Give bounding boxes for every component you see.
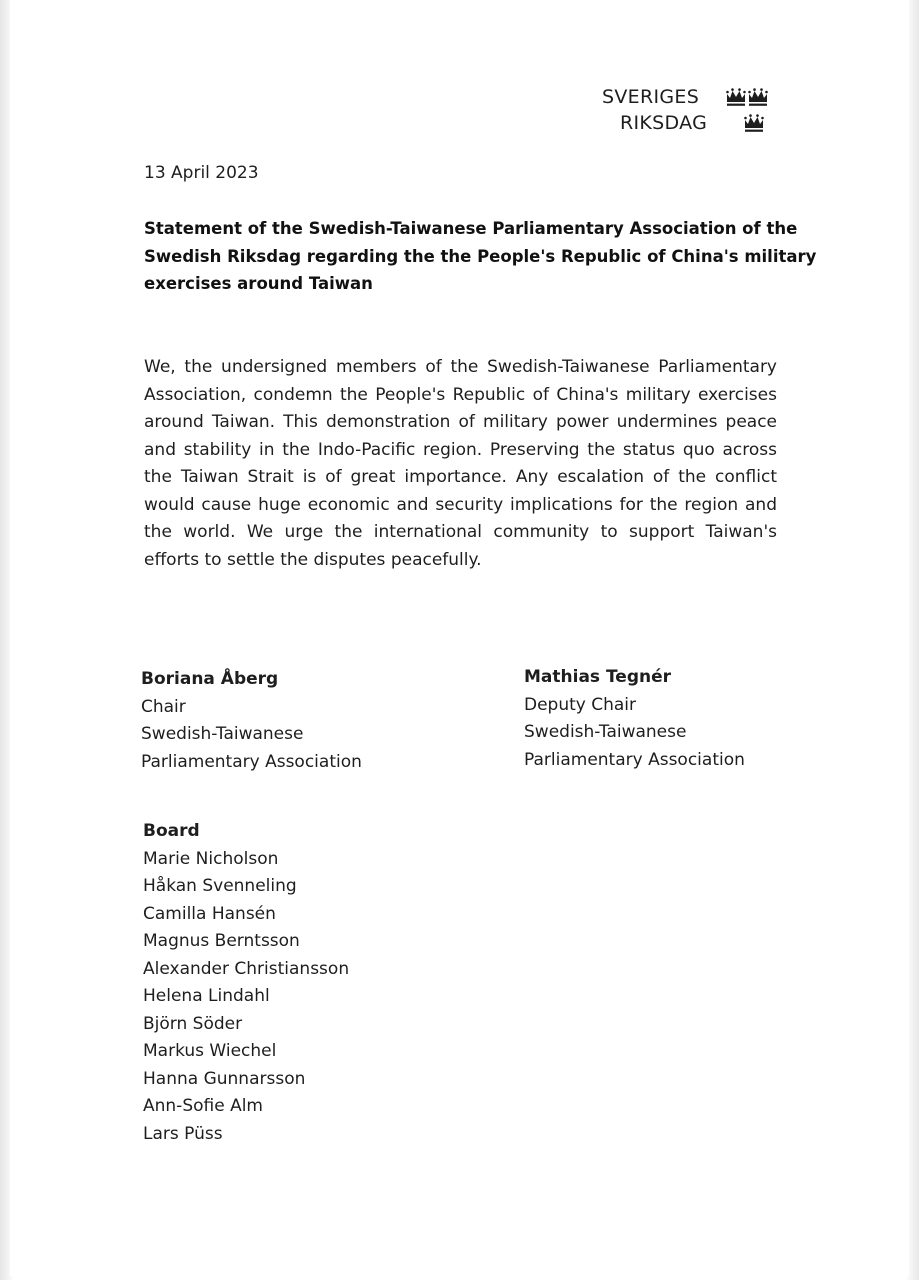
signatory-org: Swedish-Taiwanese [524,722,687,742]
board-member: Lars Püss [143,1123,223,1144]
board-member: Håkan Svenneling [143,876,297,896]
board-member: Marie Nicholson [143,848,279,869]
board-member: Camilla Hansén [143,903,276,924]
statement-heading [144,215,817,298]
signatory-role: Deputy Chair [524,694,637,715]
riksdag-logo [600,84,790,144]
board-member: Markus Wiechel [143,1041,277,1061]
board-member: Helena Lindahl [143,986,270,1006]
signatory-org: Parliamentary Association [524,749,745,770]
board-list [143,818,349,1148]
signatory-role: Chair [141,696,186,717]
board-member: Magnus Berntsson [143,931,300,951]
board-member: Alexander Christiansson [143,958,350,979]
letter-date: 13 April 2023 [144,163,259,183]
body-line: the world. We urge the international community to support Taiwan's [144,522,777,542]
crown-icons-row-1 [726,88,768,106]
board-member: Björn Söder [143,1013,243,1034]
heading-line: exercises around Taiwan [144,274,373,293]
logo-word-sveriges: SVERIGES [602,86,700,108]
body-line: Association, condemn the People's Republic of China's military exercises [144,384,777,405]
statement-body [144,354,777,574]
body-line: We, the undersigned members of the Swedish-Taiwanese Parliamentary [144,357,777,377]
signatory-name: Mathias Tegnér [524,667,672,687]
crown-icon [744,114,764,132]
signatory-org: Swedish-Taiwanese [141,724,304,744]
logo-word-riksdag: RIKSDAG [620,112,708,134]
crown-icons-row-2 [744,114,764,132]
board-member: Ann-Sofie Alm [143,1096,263,1116]
body-line: efforts to settle the disputes peacefully. [144,549,482,570]
body-line: around Taiwan. This demonstration of military power undermines peace [144,412,777,432]
crown-icon [726,88,746,106]
board-member: Hanna Gunnarsson [143,1068,306,1089]
signatory-chair [141,666,362,776]
heading-line: Statement of the Swedish-Taiwanese Parliamentary Association of the [144,219,798,238]
signatory-name: Boriana Åberg [141,669,279,689]
body-line: would cause huge economic and security implications for the region and [144,494,777,515]
signatory-deputy-chair [524,664,745,774]
crown-icon [748,88,768,106]
board-title: Board [143,821,200,841]
heading-line: Swedish Riksdag regarding the the People's Republic of China's military [144,246,817,266]
body-line: the Taiwan Strait is of great importance. Any escalation of the conflict [144,467,777,487]
body-line: and stability in the Indo-Pacific region. Preserving the status quo across [144,439,777,460]
letter-page [10,0,909,1276]
signatory-org: Parliamentary Association [141,751,362,772]
